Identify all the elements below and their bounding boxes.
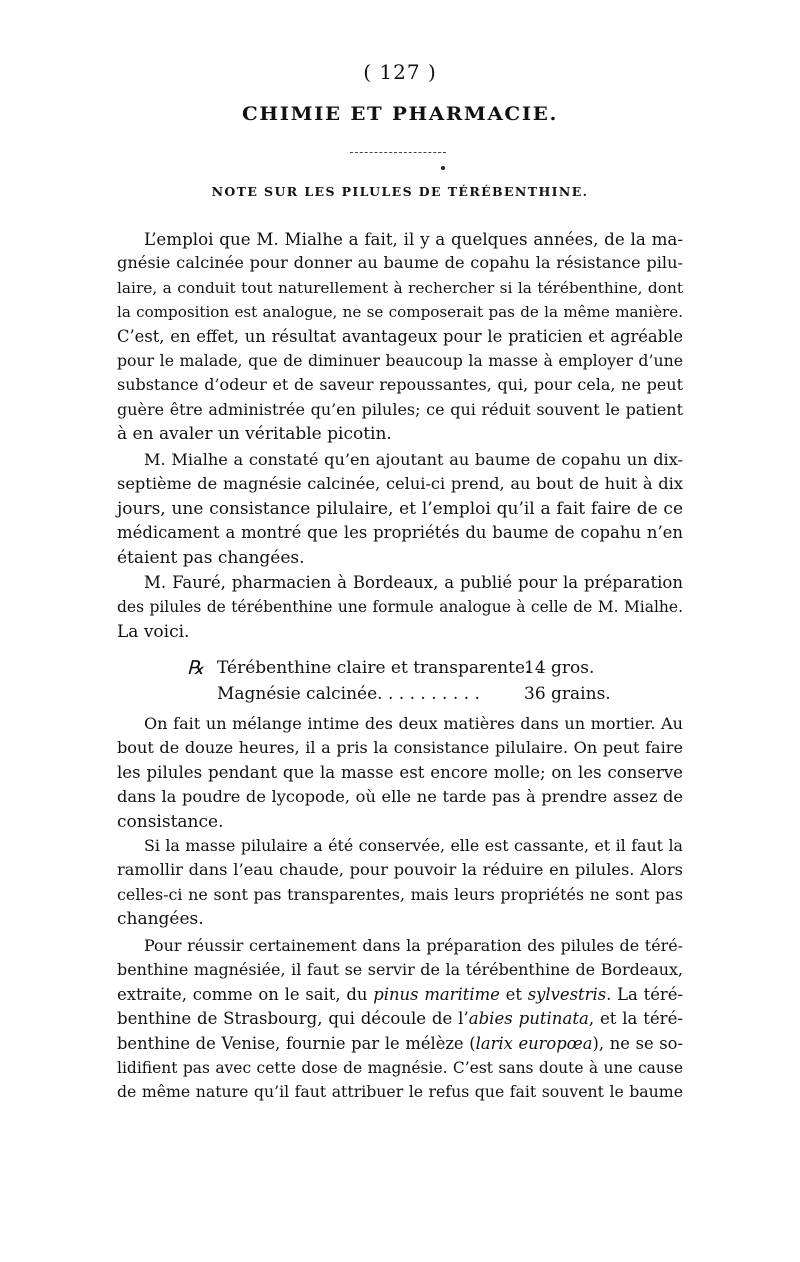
paragraph-6 [117,934,683,1105]
text-line: substance d’odeur et de saveur repoussantes, qui, pour cela, ne peut [117,375,683,395]
paragraph-4 [117,712,683,834]
text-line: L’emploi que M. Mialhe a fait, il y a quelques années, de la ma- [144,229,683,249]
text-line: laire, a conduit tout naturellement à rechercher si la térébenthine, dont [117,278,683,297]
separator-rule [350,152,446,153]
recipe-symbol: ℞ [187,657,205,679]
text-line: étaient pas changées. [117,547,305,568]
text-line: pour le malade, que de diminuer beaucoup la masse à employer d’une [117,350,683,370]
text-line: les pilules pendant que la masse est encore molle; on les conserve [117,762,683,782]
page-number: ( 127 ) [363,60,437,84]
text-line: celles-ci ne sont pas transparentes, mais leurs propriétés ne sont pas [117,884,683,904]
text-line: lidifient pas avec cette dose de magnésie. C’est sans doute à une cause [117,1058,683,1077]
text-line: à en avaler un véritable picotin. [117,424,392,445]
text-line: Pour réussir certainement dans la préparation des pilules de téré- [144,936,683,955]
text-line: benthine magnésiée, il faut se servir de la térébenthine de Bordeaux, [117,960,683,980]
text-line: ramollir dans l’eau chaude, pour pouvoir la réduire en pilules. Alors [117,860,683,880]
text-line: Si la masse pilulaire a été conservée, elle est cassante, et il faut la [144,836,683,855]
text-line: médicament a montré que les propriétés du baume de copahu n’en [117,523,683,543]
separator-dot [441,166,445,170]
text-line: septième de magnésie calcinée, celui-ci prend, au bout de huit à dix [117,474,683,494]
text-line: dans la poudre de lycopode, où elle ne tarde pas à prendre assez de [117,787,683,807]
latin-term: larix europœa [475,1033,593,1053]
text-line: benthine de Strasbourg, qui découle de l’abies putinata, et la téré- [117,1009,683,1029]
paragraph-5 [117,834,683,932]
text-line: C’est, en effet, un résultat avantageux pour le praticien et agréable [117,326,683,346]
text-line: changées. [117,909,204,930]
latin-term: sylvestris [527,984,607,1004]
text-line: guère être administrée qu’en pilules; ce qui réduit souvent le patient [117,399,683,419]
paragraph-1 [117,227,683,447]
paragraph-2 [117,448,683,570]
text-line: extraite, comme on le sait, du pinus maritime et sylvestris. La téré- [117,984,683,1004]
formula-ingredient: Magnésie calcinée. . . . . . . . . . [217,684,480,704]
text-line: gnésie calcinée pour donner au baume de copahu la résistance pilu- [117,253,683,273]
latin-term: pinus maritime [373,984,500,1004]
text-line: de même nature qu’il faut attribuer le refus que fait souvent le baume [117,1082,683,1102]
text-line: On fait un mélange intime des deux matières dans un mortier. Au [144,714,683,733]
paragraph-3 [117,571,683,644]
text-line: des pilules de térébenthine une formule analogue à celle de M. Mialhe. [117,598,683,617]
text-line: M. Fauré, pharmacien à Bordeaux, a publié pour la préparation [144,573,683,592]
formula-quantity: 36 grains. [524,684,611,704]
text-line: la composition est analogue, ne se composerait pas de la même manière. [117,303,683,322]
text-line: La voici. [117,621,190,642]
text-line: consistance. [117,811,224,832]
text-line: M. Mialhe a constaté qu’en ajoutant au baume de copahu un dix- [144,450,683,469]
formula-quantity: 14 gros. [524,658,595,678]
text-line: jours, une consistance pilulaire, et l’emploi qu’il a fait faire de ce [117,498,683,519]
text-line: benthine de Venise, fournie par le mélèze (larix europœa), ne se so- [117,1033,683,1053]
formula-ingredient: Térébenthine claire et transparente. . [217,658,542,678]
text-line: bout de douze heures, il a pris la consistance pilulaire. On peut faire [117,738,683,758]
note-title: NOTE SUR LES PILULES DE TÉRÉBENTHINE. [211,184,589,199]
latin-term: abies putinata [468,1009,589,1029]
section-title: CHIMIE ET PHARMACIE. [241,103,559,125]
